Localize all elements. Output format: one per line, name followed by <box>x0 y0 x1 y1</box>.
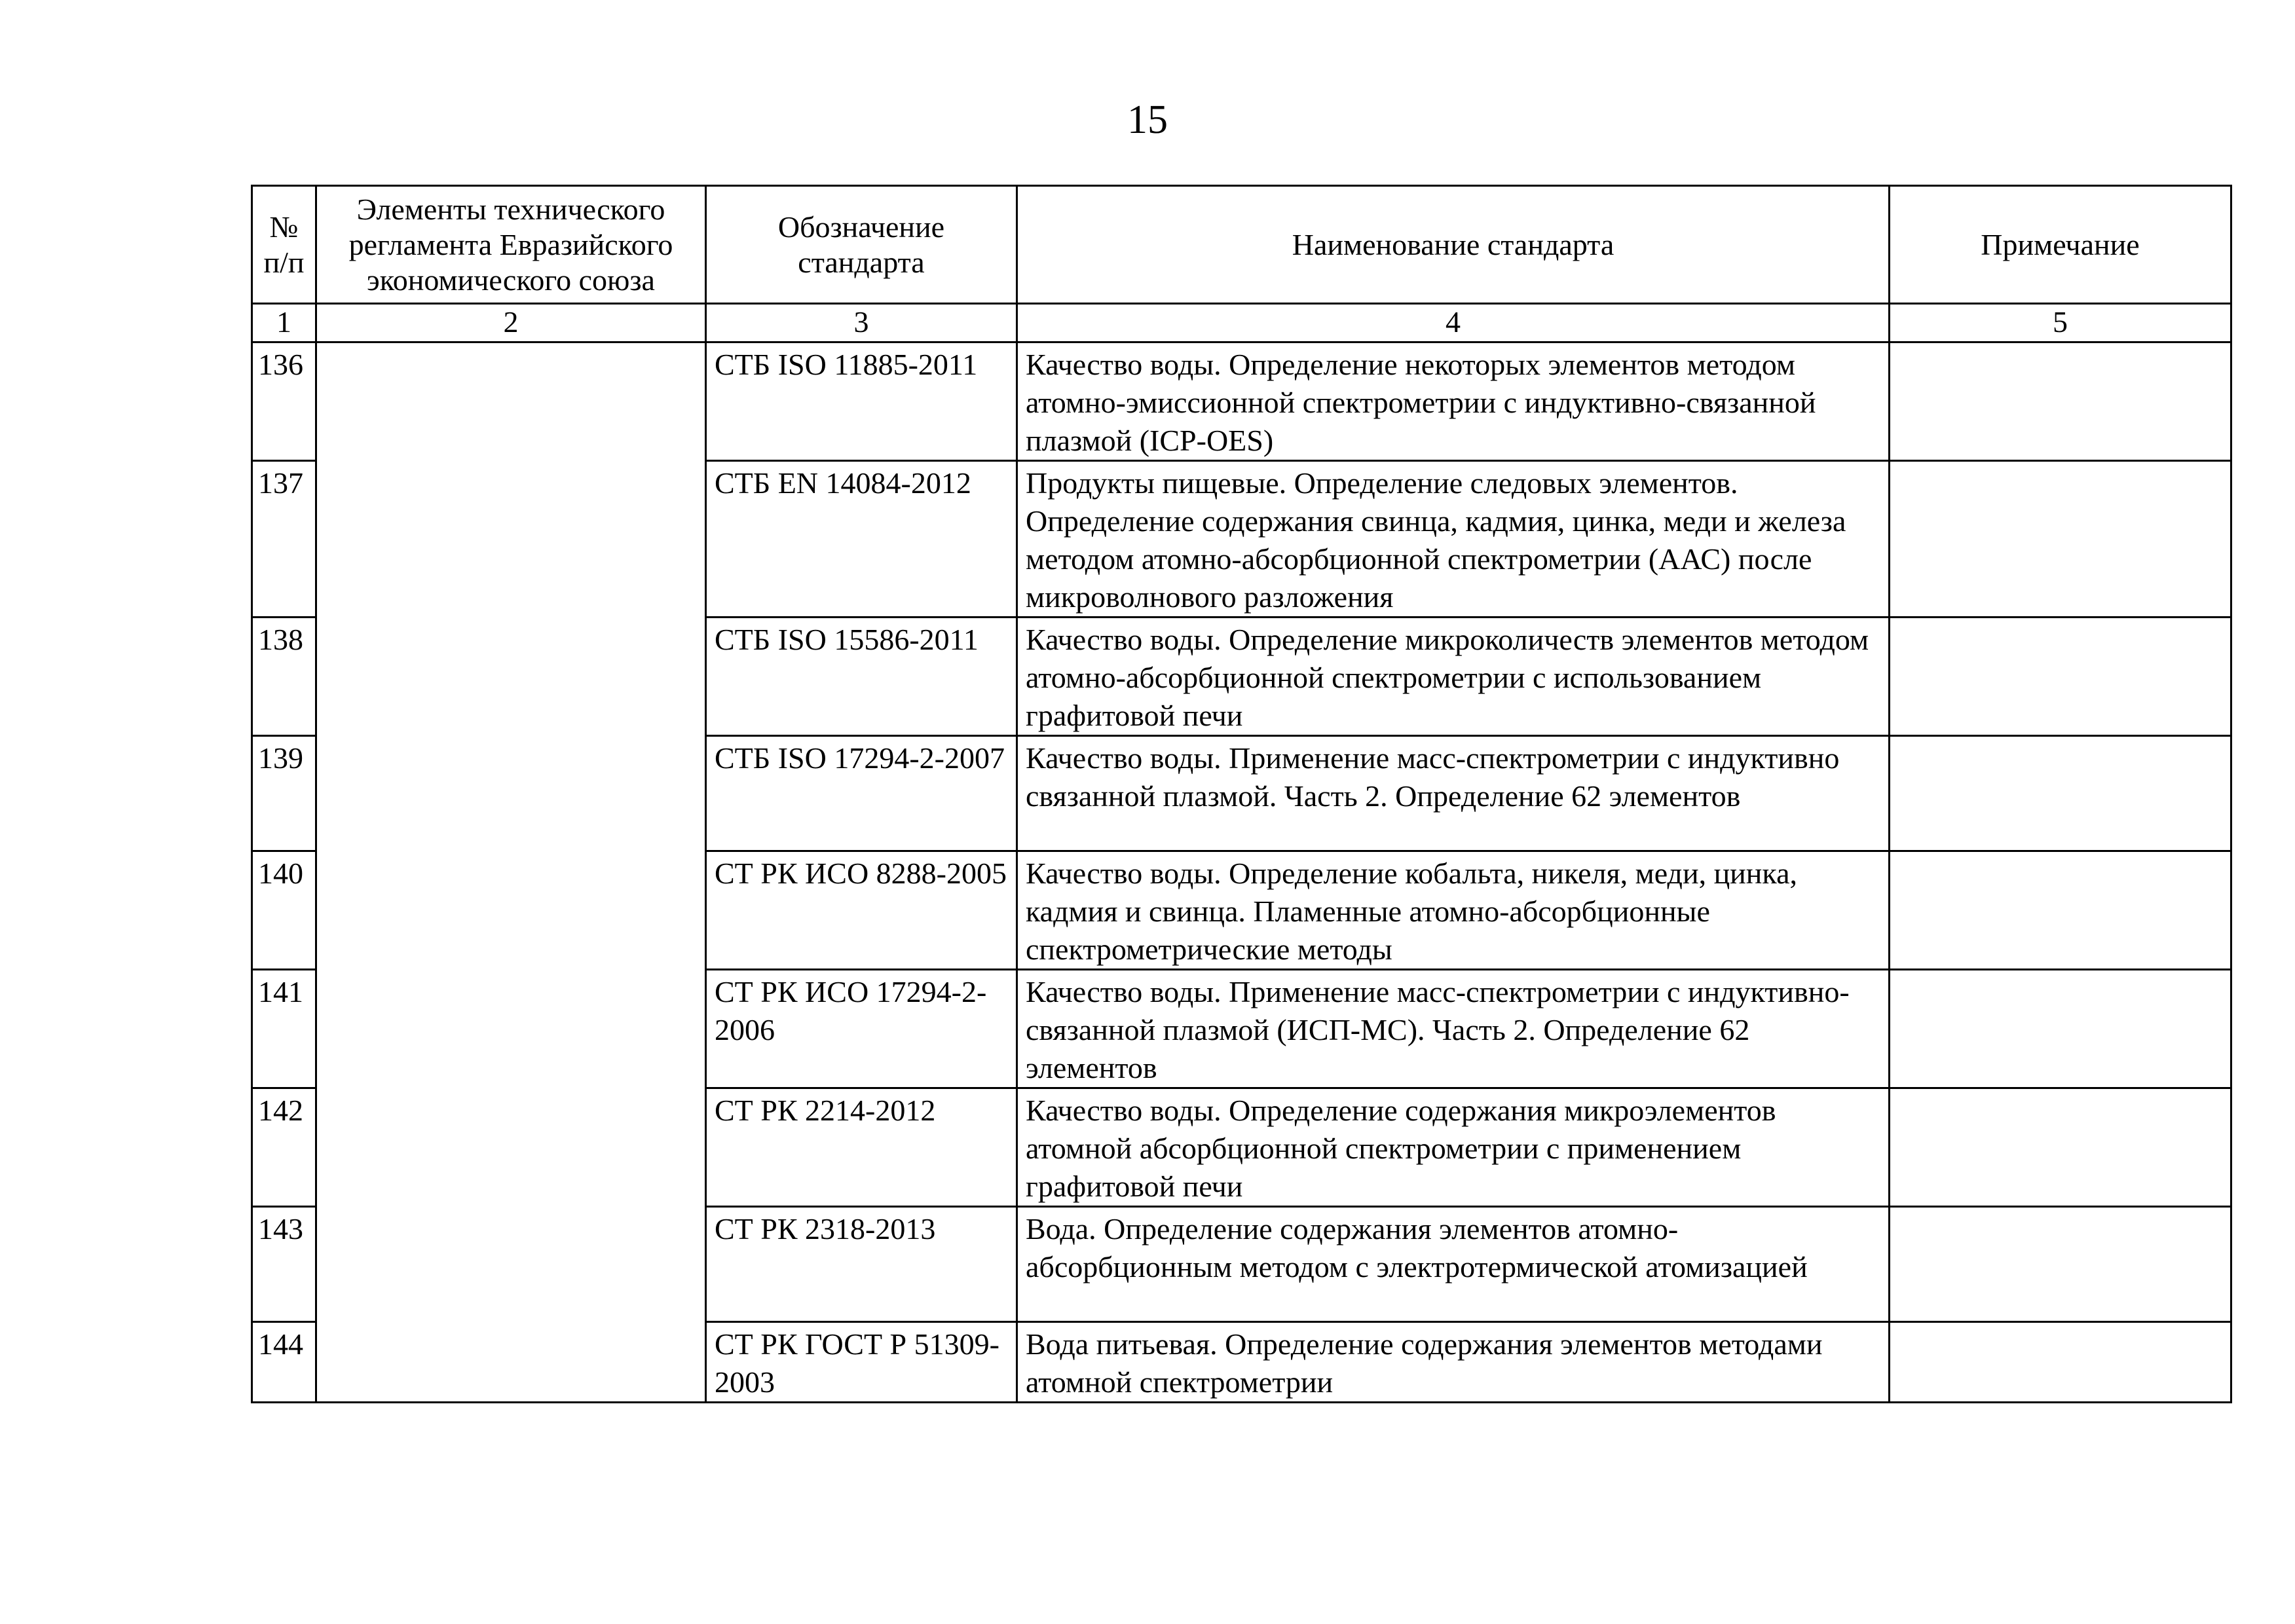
header-name: Наименование стандарта <box>1017 186 1890 304</box>
standard-code: СТБ EN 14084-2012 <box>706 461 1017 618</box>
note-cell <box>1890 1207 2231 1322</box>
standard-name: Качество воды. Определение некоторых элементов методом атомно-эмиссионной спектрометрии с индуктивно-связанной плазмой (ICP-OES) <box>1017 342 1890 461</box>
header-number: № п/п <box>252 186 316 304</box>
row-number: 137 <box>252 461 316 618</box>
standard-name: Вода. Определение содержания элементов атомно-абсорбционным методом с электротермической атомизацией <box>1017 1207 1890 1322</box>
standard-name: Качество воды. Применение масс-спектрометрии с индуктивно связанной плазмой. Часть 2. Определение 62 элементов <box>1017 736 1890 851</box>
column-number: 5 <box>1890 304 2231 342</box>
note-cell <box>1890 461 2231 618</box>
column-number: 2 <box>316 304 706 342</box>
row-number: 142 <box>252 1088 316 1207</box>
row-number: 139 <box>252 736 316 851</box>
header-row <box>252 186 2231 304</box>
note-cell <box>1890 970 2231 1088</box>
elements-cell <box>316 342 706 1403</box>
standard-code: СТБ ISO 15586-2011 <box>706 618 1017 736</box>
note-cell <box>1890 342 2231 461</box>
standards-table <box>251 185 2232 1403</box>
standard-code: СТБ ISO 11885-2011 <box>706 342 1017 461</box>
row-number: 140 <box>252 851 316 970</box>
standard-code: СТБ ISO 17294-2-2007 <box>706 736 1017 851</box>
note-cell <box>1890 1322 2231 1403</box>
header-elements: Элементы технического регламента Евразийского экономического союза <box>316 186 706 304</box>
row-number: 143 <box>252 1207 316 1322</box>
standard-name: Качество воды. Определение кобальта, никеля, меди, цинка, кадмия и свинца. Пламенные атомно-абсорбционные спектрометрические методы <box>1017 851 1890 970</box>
header-code: Обозначение стандарта <box>706 186 1017 304</box>
column-number: 4 <box>1017 304 1890 342</box>
standard-code: СТ РК ИСО 8288-2005 <box>706 851 1017 970</box>
standard-name: Вода питьевая. Определение содержания элементов методами атомной спектрометрии <box>1017 1322 1890 1403</box>
note-cell <box>1890 1088 2231 1207</box>
standard-code: СТ РК 2214-2012 <box>706 1088 1017 1207</box>
standard-code: СТ РК ГОСТ Р 51309-2003 <box>706 1322 1017 1403</box>
standard-name: Качество воды. Применение масс-спектрометрии с индуктивно-связанной плазмой (ИСП-МС). Часть 2. Определение 62 элементов <box>1017 970 1890 1088</box>
row-number: 144 <box>252 1322 316 1403</box>
row-number: 138 <box>252 618 316 736</box>
row-number: 136 <box>252 342 316 461</box>
standard-name: Качество воды. Определение микроколичеств элементов методом атомно-абсорбционной спектрометрии с использованием графитовой печи <box>1017 618 1890 736</box>
standard-code: СТ РК ИСО 17294-2-2006 <box>706 970 1017 1088</box>
page-number: 15 <box>1127 98 1168 142</box>
standard-name: Качество воды. Определение содержания микроэлементов атомной абсорбционной спектрометрии с применением графитовой печи <box>1017 1088 1890 1207</box>
row-number: 141 <box>252 970 316 1088</box>
standard-name: Продукты пищевые. Определение следовых элементов. Определение содержания свинца, кадмия, цинка, меди и железа методом атомно-абсорбционной спектрометрии (ААС) после микроволнового разложения <box>1017 461 1890 618</box>
column-number: 1 <box>252 304 316 342</box>
column-number-row <box>252 304 2231 342</box>
note-cell <box>1890 618 2231 736</box>
note-cell <box>1890 851 2231 970</box>
note-cell <box>1890 736 2231 851</box>
header-note: Примечание <box>1890 186 2231 304</box>
standard-code: СТ РК 2318-2013 <box>706 1207 1017 1322</box>
table-row <box>252 342 2231 461</box>
column-number: 3 <box>706 304 1017 342</box>
